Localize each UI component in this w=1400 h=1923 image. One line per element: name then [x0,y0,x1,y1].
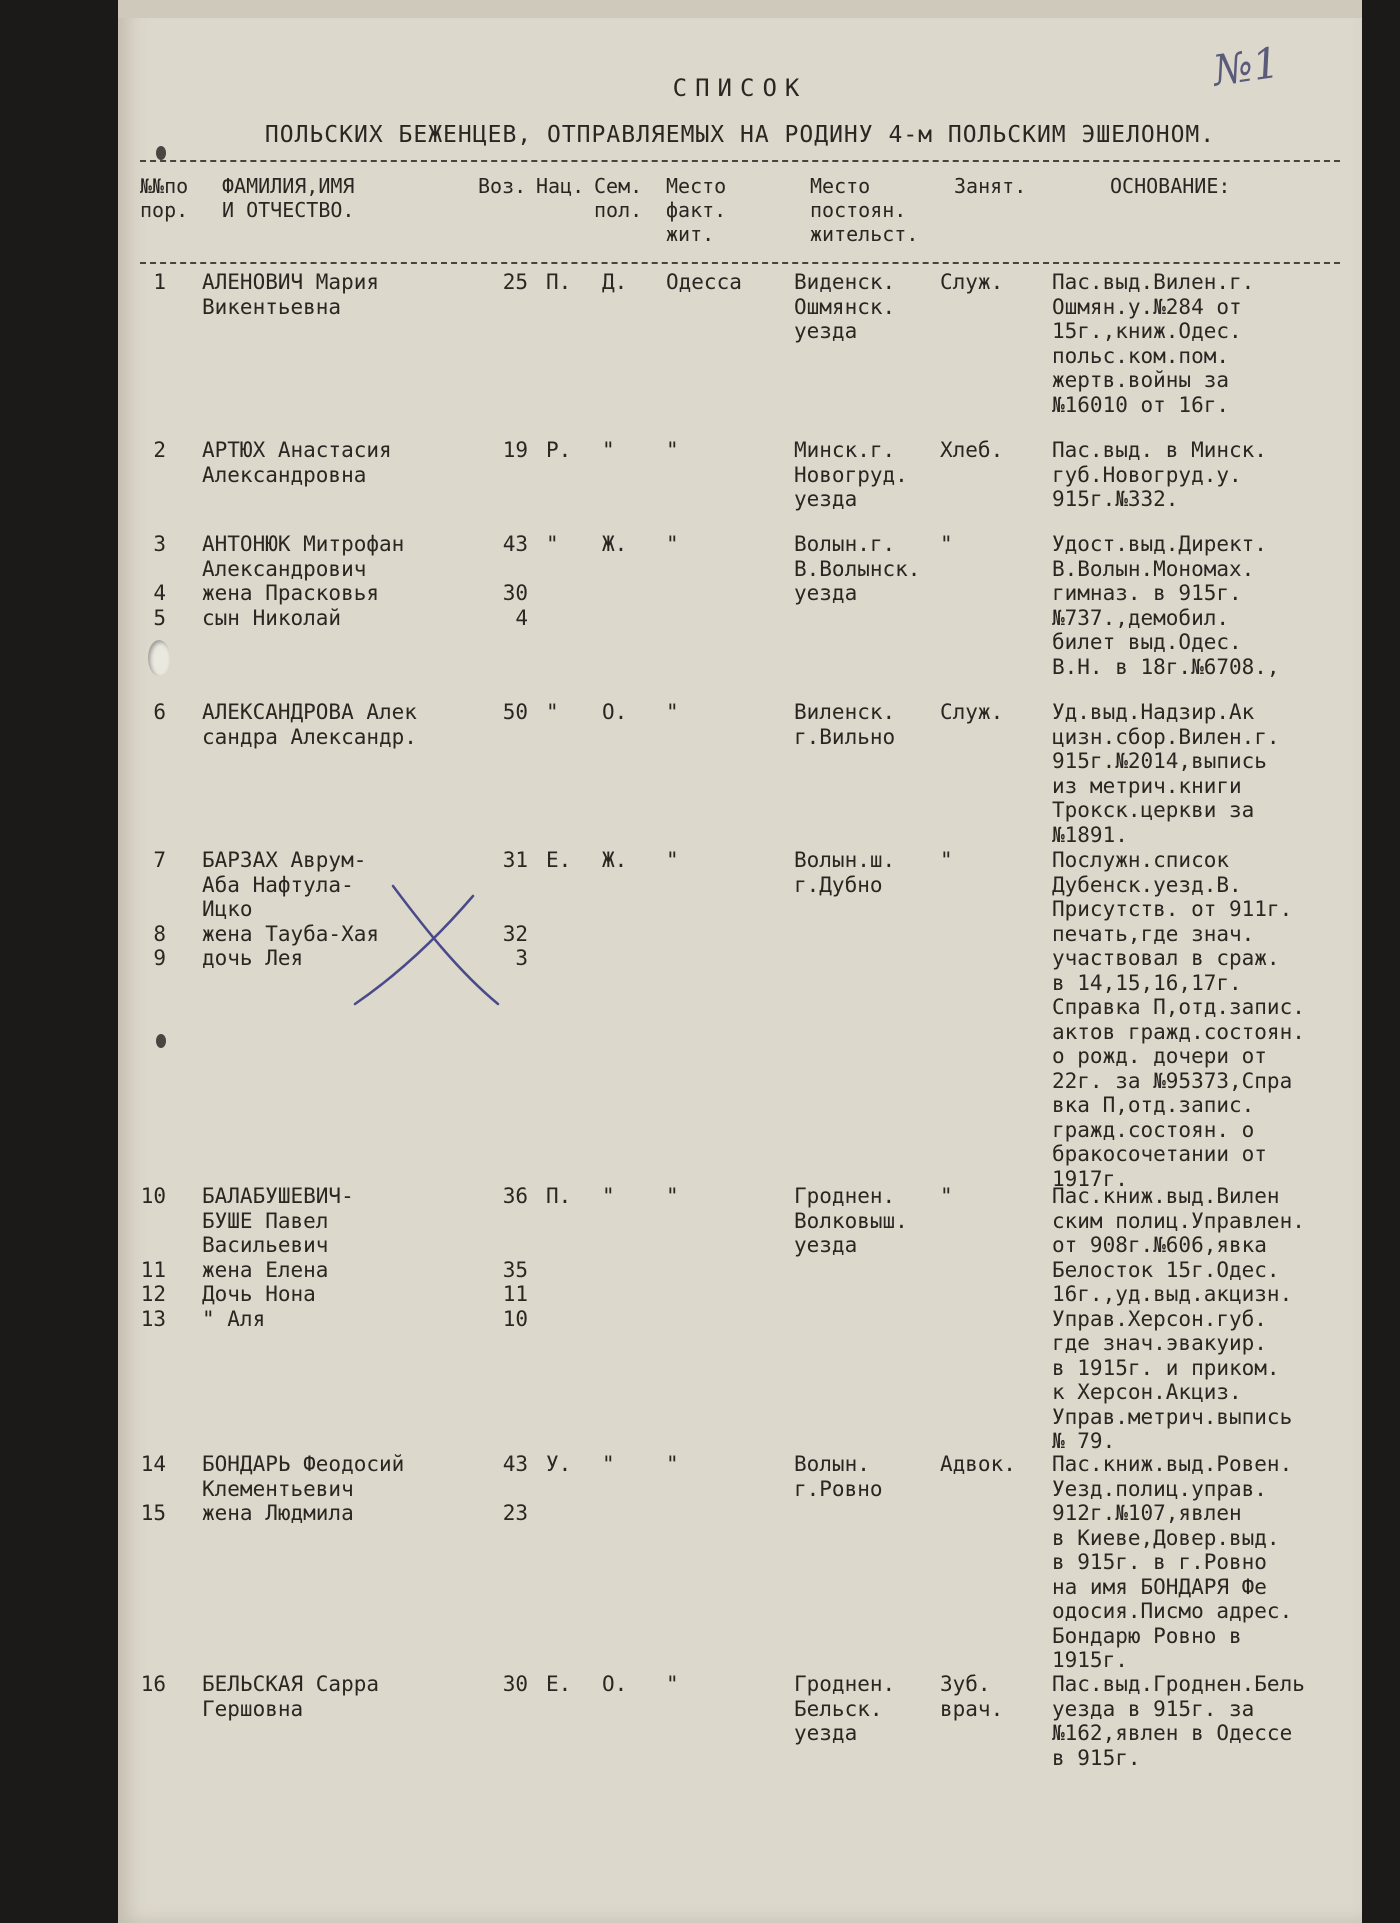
entry-permanent-residence: Волын. г.Ровно [794,1452,883,1501]
entry-nationality: У. [546,1452,572,1476]
entry-occupation: Служ. [940,270,1004,294]
entry-name: АЛЕНОВИЧ Мария Викентьевна [202,270,380,319]
entry-nationality: Р. [546,438,572,462]
entry-permanent-residence: Минск.г. Новогруд. уезда [794,438,908,511]
entry-basis: Послужн.список Дубенск.уезд.В. Присутств. от 911г. печать,где знач. участвовал в сраж. в 14,15,16,17г. Справка П,отд.запис. актов гражд.состоян. о рожд. дочери от 22г. за №95373,Спра вка П,отд.запис. гражд.состоян. о бракосочетании от 1917г. [1052,848,1305,1191]
header-occupation: Занят. [954,174,1027,198]
header-permanent-residence: Место постоян. жительст. [810,174,919,246]
entry-number: 16 [140,1672,166,1696]
entry-name: БОНДАРЬ Феодосий Клементьевич жена Людмила [202,1452,405,1525]
entry-number: 1 [153,270,166,294]
entry-permanent-residence: Виденск. Ошмянск. уезда [794,270,896,343]
document-page [118,0,1362,1923]
header-name: ФАМИЛИЯ,ИМЯ И ОТЧЕСТВО. [222,174,355,222]
entry-basis: Удост.выд.Директ. В.Волын.Мономах. гимназ. в 915г. №737.,демобил. билет выд.Одес. В.Н. в 18г.№6708., [1052,532,1280,679]
entry-basis: Пас.выд.Гроднен.Бель уезда в 915г. за №162,явлен в Одессе в 915г. [1052,1672,1305,1770]
header-actual-residence: Место факт. жит. [666,174,727,246]
entry-actual-residence: " [666,848,679,872]
entry-permanent-residence: Виленск. г.Вильно [794,700,896,749]
entry-occupation: " [940,848,953,872]
entry-name: АНТОНЮК Митрофан Александрович жена Прасковья сын Николай [202,532,405,630]
entry-family-status: Ж. [602,532,628,556]
entry-permanent-residence: Гроднен. Волковыш. уезда [794,1184,908,1257]
entry-number: 7 8 9 [153,848,166,970]
entry-permanent-residence: Волын.ш. г.Дубно [794,848,896,897]
punch-mark [156,146,166,160]
entry-basis: Пас.выд.Вилен.г. Ошмян.у.№284 от 15г.,книж.Одес. польс.ком.пом. жертв.войны за №16010 от 16г. [1052,270,1255,417]
header-basis: ОСНОВАНИЕ: [1110,174,1231,198]
entry-permanent-residence: Гроднен. Бельск. уезда [794,1672,896,1745]
handwritten-cross-out [353,876,503,1006]
entry-number: 14 15 [140,1452,166,1525]
header-family-status: Сем. пол. [594,174,643,222]
entry-name: БАЛАБУШЕВИЧ- БУШЕ Павел Васильевич жена Елена Дочь Нона " Аля [202,1184,354,1331]
header-nationality: Нац. [536,174,585,198]
entry-family-status: " [602,1452,615,1476]
entry-number: 10 11 12 13 [140,1184,166,1331]
entry-actual-residence: " [666,1184,679,1208]
entry-age: 30 [502,1672,528,1696]
page-top-edge [118,0,1362,18]
entry-basis: Пас.книж.выд.Вилен ским полиц.Управлен. от 908г.№606,явка Белосток 15г.Одес. 16г.,уд.выд.акцизн. Управ.Херсон.губ. где знач.эвакуир. в 1915г. и прикoм. к Херсон.Акциз. Управ.метрич.выпись № 79. [1052,1184,1305,1453]
entry-age: 43 30 4 [502,532,528,630]
entry-age: 19 [502,438,528,462]
header-num: №№по пор. [140,174,189,222]
entry-actual-residence: " [666,700,679,724]
entry-family-status: Ж. [602,848,628,872]
entry-occupation: " [940,532,953,556]
entry-family-status: О. [602,1672,628,1696]
entry-actual-residence: " [666,1452,679,1476]
entry-occupation: Хлеб. [940,438,1004,462]
document-title: СПИСОК [672,74,808,102]
entry-age: 25 [502,270,528,294]
entry-basis: Пас.книж.выд.Ровен. Уезд.полиц.управ. 912г.№107,явлен в Киеве,Довер.выд. в 915г. в г.Ровно на имя БОНДАРЯ Фе одосия.Писмо адрес. Бондарю Ровно в 1915г. [1052,1452,1293,1672]
entry-name: БЕЛЬСКАЯ Сарра Гершовна [202,1672,380,1721]
entry-name: АЛЕКСАНДРОВА Алек сандра Александр. [202,700,417,749]
document-subtitle: ПОЛЬСКИХ БЕЖЕНЦЕВ, ОТПРАВЛЯЕМЫХ НА РОДИНУ 4-м ПОЛЬСКИМ ЭШЕЛОНОМ. [264,122,1216,148]
entry-basis: Уд.выд.Надзир.Ак цизн.сбор.Вилен.г. 915г.№2014,выпись из метрич.книги Трокск.церкви за №1891. [1052,700,1280,847]
punch-mark [156,1034,166,1048]
entry-family-status: О. [602,700,628,724]
entry-nationality: П. [546,1184,572,1208]
header-bottom-rule [140,262,1340,264]
entry-age: 31 32 3 [502,848,528,970]
entry-actual-residence: Одесса [666,270,742,294]
entry-age: 50 [502,700,528,724]
entry-number: 6 [153,700,166,724]
entry-nationality: " [546,700,559,724]
punch-hole [148,640,170,676]
entry-name: БАРЗАХ Аврум- Аба Нафтула- Ицко жена Тауба-Хая дочь Лея [202,848,380,970]
entry-number: 2 [153,438,166,462]
entry-family-status: " [602,1184,615,1208]
entry-actual-residence: " [666,532,679,556]
entry-age: 43 23 [502,1452,528,1525]
entry-basis: Пас.выд. в Минск. губ.Новогруд.у. 915г.№332. [1052,438,1267,511]
entry-nationality: Е. [546,1672,572,1696]
entry-occupation: Зуб. врач. [940,1672,1004,1721]
entry-nationality: Е. [546,848,572,872]
entry-family-status: " [602,438,615,462]
entry-age: 36 35 11 10 [502,1184,528,1331]
entry-nationality: П. [546,270,572,294]
entry-number: 3 4 5 [153,532,166,630]
entry-name: АРТЮХ Анастасия Александровна [202,438,392,487]
entry-actual-residence: " [666,438,679,462]
entry-actual-residence: " [666,1672,679,1696]
entry-permanent-residence: Волын.г. В.Волынск. уезда [794,532,921,605]
header-age: Воз. [478,174,527,198]
archive-sheet-number: №1 [1209,37,1283,96]
header-top-rule [140,160,1340,162]
entry-occupation: Адвок. [940,1452,1016,1476]
entry-family-status: Д. [602,270,628,294]
entry-nationality: " [546,532,559,556]
entry-occupation: " [940,1184,953,1208]
entry-occupation: Служ. [940,700,1004,724]
